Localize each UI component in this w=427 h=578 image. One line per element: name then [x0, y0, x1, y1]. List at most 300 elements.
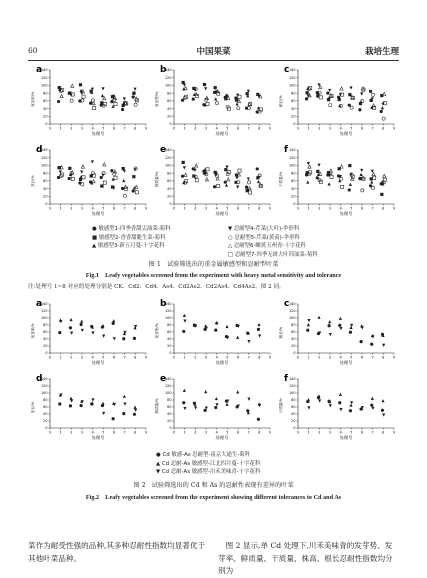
down-triangle-icon: ▼ [156, 469, 161, 475]
y-axis-label: 茎长/% [31, 175, 35, 187]
data-point [122, 167, 125, 170]
data-point [100, 176, 103, 179]
data-point [70, 332, 73, 335]
data-point [92, 180, 95, 183]
y-tick-label: 120 [289, 75, 296, 80]
data-point [70, 99, 73, 102]
y-tick-label: 40 [167, 412, 172, 417]
x-tick-label: 0 [48, 430, 52, 435]
x-tick-label: 5 [102, 206, 105, 211]
y-tick-label: 40 [43, 106, 48, 111]
data-point [360, 92, 363, 95]
legend-item: ▼ 忍耐型4-芹菜(大叶)-伞形科 [228, 226, 300, 232]
filled-circle-icon: ● [156, 452, 161, 458]
x-tick-label: 0 [48, 206, 52, 211]
y-tick-label: 100 [41, 391, 48, 396]
data-point [113, 337, 116, 340]
x-tick-label: 7 [247, 430, 250, 435]
x-tick-label: 0 [296, 355, 300, 360]
y-tick-label: 20 [167, 419, 172, 424]
data-point [215, 102, 218, 105]
data-point [203, 83, 206, 86]
y-tick-label: 20 [167, 194, 172, 199]
data-point [204, 168, 207, 171]
data-point [338, 98, 341, 101]
data-point [256, 167, 259, 170]
data-point [319, 96, 322, 99]
panel-label: e [160, 145, 167, 155]
x-tick-label: 6 [236, 126, 240, 131]
data-point [133, 413, 136, 416]
data-point [328, 89, 331, 92]
x-tick-label: 6 [360, 430, 364, 435]
data-point [59, 320, 62, 323]
x-tick-label: 4 [91, 206, 94, 211]
y-tick-label: 120 [165, 309, 172, 314]
y-tick-label: 20 [167, 344, 172, 349]
x-tick-label: 6 [112, 206, 116, 211]
chart-panel [154, 374, 271, 441]
data-point [132, 95, 135, 98]
x-tick-label: 2 [194, 355, 197, 360]
x-axis-label: 处理号 [215, 211, 229, 216]
data-point [317, 316, 320, 319]
open-square-icon: □ [228, 251, 234, 258]
x-tick-label: 5 [102, 355, 105, 360]
y-tick-label: 60 [167, 179, 172, 184]
data-point [349, 404, 352, 407]
x-tick-label: 8 [134, 430, 137, 435]
y-tick-label: 120 [289, 384, 296, 389]
data-point [349, 331, 352, 334]
data-point [60, 94, 63, 97]
panel-label: d [36, 145, 43, 155]
data-point [326, 91, 329, 94]
data-point [71, 84, 74, 87]
x-tick-label: 1 [307, 355, 310, 360]
figure-2-caption-en: Fig.2 Leafy vegetables screened from the experiment showing different tolerances to Cd and As [85, 494, 342, 501]
chart-panel [154, 65, 271, 137]
data-point [258, 334, 261, 337]
data-point [306, 180, 309, 183]
y-tick-label: 140 [165, 377, 172, 382]
y-tick-label: 100 [41, 83, 48, 88]
y-tick-label: 60 [291, 330, 296, 335]
data-point [132, 189, 135, 192]
data-point [204, 87, 207, 90]
y-tick-label: 20 [291, 344, 296, 349]
y-axis-label: 鲜质量/% [155, 398, 159, 414]
x-tick-label: 2 [70, 206, 73, 211]
body-right-column [218, 540, 400, 578]
x-tick-label: 3 [80, 430, 84, 435]
data-point [79, 83, 82, 86]
data-point [360, 173, 363, 176]
x-tick-label: 7 [247, 355, 250, 360]
x-tick-label: 0 [296, 126, 300, 131]
x-tick-label: 4 [91, 355, 94, 360]
panel-label: e [160, 374, 167, 384]
x-tick-label: 7 [371, 430, 374, 435]
legend-item: ● 敏感型1-四季香甜尖油菜-菊科 [92, 226, 171, 232]
data-point [329, 404, 332, 407]
y-tick-label: 100 [289, 83, 296, 88]
data-point [236, 186, 239, 189]
y-tick-label: 120 [289, 309, 296, 314]
x-tick-label: 0 [172, 355, 176, 360]
y-tick-label: 120 [165, 384, 172, 389]
x-tick-label: 2 [318, 126, 321, 131]
y-tick-label: 0 [45, 351, 48, 356]
x-tick-label: 9 [392, 126, 396, 131]
y-tick-label: 20 [291, 194, 296, 199]
data-point [369, 90, 372, 93]
x-tick-label: 8 [382, 430, 385, 435]
data-point [236, 336, 239, 339]
data-point [247, 177, 250, 180]
y-tick-label: 100 [165, 163, 172, 168]
y-tick-label: 100 [289, 391, 296, 396]
y-tick-label: 40 [43, 412, 48, 417]
data-point [135, 191, 138, 194]
data-point [381, 409, 384, 412]
legend-item: ▲ 敏感型3-新五月蔓-十字花科 [92, 243, 165, 249]
data-point [370, 343, 373, 346]
panel-label: b [160, 65, 167, 75]
x-tick-label: 8 [258, 430, 261, 435]
data-point [204, 390, 207, 393]
data-point [348, 188, 351, 191]
data-point [183, 314, 186, 317]
data-point [103, 181, 106, 184]
x-tick-label: 4 [339, 430, 342, 435]
data-point [214, 329, 217, 332]
figure-1-caption-cn: 图 1 试验筛选出的重金属敏感型和忍耐型叶菜 [148, 261, 279, 268]
data-point [123, 97, 126, 100]
data-point [226, 105, 229, 108]
data-point [110, 169, 113, 172]
y-axis-label: 根长/% [279, 95, 283, 107]
open-circle-icon: ○ [228, 234, 233, 241]
x-tick-label: 8 [258, 206, 261, 211]
data-point [135, 185, 138, 188]
data-point [340, 87, 343, 90]
data-point [307, 406, 310, 409]
data-point [122, 412, 125, 415]
page-number: 60 [28, 46, 38, 55]
data-point [307, 319, 310, 322]
data-point [247, 340, 250, 343]
y-tick-label: 80 [291, 91, 296, 96]
x-tick-label: 0 [48, 126, 52, 131]
x-tick-label: 8 [134, 355, 137, 360]
y-tick-label: 20 [291, 114, 296, 119]
data-point [371, 407, 374, 410]
y-axis-label: 根长/% [279, 326, 283, 339]
x-tick-label: 5 [102, 126, 105, 131]
x-tick-label: 6 [112, 430, 116, 435]
y-tick-label: 40 [43, 337, 48, 342]
x-tick-label: 5 [226, 430, 229, 435]
x-tick-label: 6 [236, 355, 240, 360]
x-tick-label: 5 [226, 206, 229, 211]
x-tick-label: 6 [112, 126, 116, 131]
data-point [69, 397, 72, 400]
data-point [238, 95, 241, 98]
data-point [317, 394, 320, 397]
x-tick-label: 0 [172, 126, 176, 131]
figure-1-note: 注:处理号 1~8 对应的处理分别是 CK、Cd2、Cd4、As4、Cd2As2、Cd2As4、Cd4As2、图 2 同。 [28, 284, 285, 290]
x-tick-label: 9 [144, 430, 148, 435]
x-tick-label: 2 [318, 355, 321, 360]
data-point [339, 317, 342, 320]
x-tick-label: 5 [226, 355, 229, 360]
x-tick-label: 1 [307, 430, 310, 435]
y-tick-label: 0 [293, 351, 296, 356]
data-point [70, 399, 73, 402]
y-tick-label: 140 [165, 148, 172, 153]
x-tick-label: 7 [123, 355, 126, 360]
data-point [114, 102, 117, 105]
x-tick-label: 2 [70, 430, 73, 435]
data-point [381, 106, 384, 109]
chart-panel [278, 374, 395, 441]
filled-square-icon: ■ [92, 234, 98, 241]
y-tick-label: 80 [43, 171, 48, 176]
data-point [246, 409, 249, 412]
y-tick-label: 140 [41, 148, 48, 153]
x-tick-label: 2 [318, 206, 321, 211]
data-point [318, 399, 321, 402]
y-tick-label: 120 [41, 155, 48, 160]
x-axis-label: 处理号 [339, 131, 353, 136]
body-line: 芽率、鲜质量、干质量、株高、根长忍耐性指数均分别为 [218, 553, 393, 575]
data-point [183, 320, 186, 323]
y-tick-label: 80 [43, 91, 48, 96]
x-axis-label: 处理号 [339, 360, 353, 365]
chart-panel [278, 299, 395, 366]
x-axis-label: 处理号 [215, 435, 229, 440]
data-point [81, 165, 84, 168]
x-axis-label: 处理号 [91, 131, 105, 136]
data-point [237, 107, 240, 110]
data-point [339, 408, 342, 411]
data-point [183, 166, 186, 169]
data-point [81, 183, 84, 186]
x-axis-label: 处理号 [339, 435, 353, 440]
data-point [123, 403, 126, 406]
x-tick-label: 1 [307, 126, 310, 131]
data-point [257, 328, 260, 331]
x-tick-label: 9 [144, 126, 148, 131]
y-tick-label: 120 [41, 309, 48, 314]
journal-title: 中国果菜 [196, 47, 231, 57]
y-tick-label: 40 [291, 412, 296, 417]
x-tick-label: 8 [134, 126, 137, 131]
x-tick-label: 4 [339, 206, 342, 211]
data-point [205, 178, 208, 181]
y-tick-label: 20 [291, 419, 296, 424]
data-point [258, 404, 261, 407]
data-point [80, 323, 83, 326]
y-tick-label: 100 [41, 163, 48, 168]
data-point [114, 176, 117, 179]
y-tick-label: 40 [291, 337, 296, 342]
y-tick-label: 120 [165, 75, 172, 80]
data-point [91, 331, 94, 334]
chart-panel [154, 145, 271, 217]
chart-panel [278, 145, 395, 217]
data-point [133, 406, 136, 409]
x-tick-label: 9 [268, 430, 272, 435]
x-tick-label: 1 [183, 126, 186, 131]
data-point [91, 172, 94, 175]
data-point [194, 406, 197, 409]
data-point [71, 177, 74, 180]
data-point [133, 337, 136, 340]
x-tick-label: 1 [59, 206, 62, 211]
y-tick-label: 100 [165, 316, 172, 321]
y-tick-label: 60 [291, 405, 296, 410]
x-tick-label: 5 [350, 430, 353, 435]
filled-triangle-icon: ▲ [92, 243, 97, 249]
data-point [382, 413, 385, 416]
data-point [339, 177, 342, 180]
data-point [182, 161, 185, 164]
data-point [101, 402, 104, 405]
x-tick-label: 0 [172, 430, 176, 435]
panel-label: c [284, 299, 290, 309]
x-tick-label: 2 [194, 206, 197, 211]
data-point [349, 326, 352, 329]
x-tick-label: 8 [258, 126, 261, 131]
data-point [112, 319, 115, 322]
data-point [383, 92, 386, 95]
y-tick-label: 100 [165, 83, 172, 88]
y-axis-label: 茎长/% [31, 401, 35, 414]
data-point [91, 398, 94, 401]
y-tick-label: 100 [165, 391, 172, 396]
data-point [215, 403, 218, 406]
x-axis-label: 处理号 [91, 360, 105, 365]
running-header [28, 46, 399, 58]
x-tick-label: 7 [247, 126, 250, 131]
y-tick-label: 20 [167, 114, 172, 119]
y-tick-label: 80 [291, 323, 296, 328]
data-point [350, 106, 353, 109]
data-point [227, 178, 230, 181]
data-point [372, 172, 375, 175]
y-tick-label: 0 [293, 122, 296, 127]
y-tick-label: 20 [43, 419, 48, 424]
data-point [183, 96, 186, 99]
data-point [247, 181, 250, 184]
y-tick-label: 140 [41, 377, 48, 382]
x-tick-label: 1 [59, 430, 62, 435]
y-tick-label: 20 [43, 194, 48, 199]
chart-panel [154, 299, 271, 366]
panel-label: f [284, 145, 288, 155]
x-tick-label: 4 [215, 430, 218, 435]
data-point [93, 106, 96, 109]
y-tick-label: 40 [167, 106, 172, 111]
x-tick-label: 3 [204, 126, 208, 131]
y-tick-label: 120 [289, 155, 296, 160]
data-point [329, 333, 332, 336]
x-tick-label: 9 [268, 126, 272, 131]
data-point [307, 323, 310, 326]
data-point [371, 186, 374, 189]
panel-label: c [284, 65, 290, 75]
data-point [338, 401, 341, 404]
x-tick-label: 3 [328, 355, 332, 360]
x-tick-label: 4 [339, 126, 342, 131]
data-point [80, 170, 83, 173]
y-tick-label: 40 [291, 106, 296, 111]
legend-item: ■ 敏感型2-香香甜脆生菜-菊科 [92, 234, 166, 241]
x-axis-label: 处理号 [339, 211, 353, 216]
x-tick-label: 9 [144, 355, 148, 360]
panel-label: a [36, 65, 43, 75]
x-tick-label: 4 [215, 355, 218, 360]
data-point [236, 390, 239, 393]
x-axis-label: 处理号 [215, 360, 229, 365]
x-tick-label: 9 [392, 355, 396, 360]
data-point [183, 389, 186, 392]
x-tick-label: 0 [48, 355, 52, 360]
data-point [317, 164, 320, 167]
x-tick-label: 8 [382, 355, 385, 360]
y-tick-label: 100 [289, 163, 296, 168]
x-tick-label: 2 [194, 126, 197, 131]
data-point [125, 187, 128, 190]
data-point [89, 102, 92, 105]
data-point [112, 105, 115, 108]
data-point [341, 185, 344, 188]
data-point [306, 329, 309, 332]
data-point [113, 98, 116, 101]
x-tick-label: 4 [215, 206, 218, 211]
data-point [339, 327, 342, 330]
y-tick-label: 0 [169, 351, 172, 356]
data-point [101, 94, 104, 97]
data-point [217, 184, 220, 187]
data-point [339, 393, 342, 396]
chart-panel [30, 374, 147, 441]
x-tick-label: 4 [339, 355, 342, 360]
y-tick-label: 0 [169, 122, 172, 127]
y-tick-label: 60 [291, 99, 296, 104]
x-tick-label: 3 [204, 430, 208, 435]
data-point [361, 326, 364, 329]
data-point [381, 399, 384, 402]
data-point [225, 325, 228, 328]
data-point [329, 169, 332, 172]
data-point [123, 170, 126, 173]
x-axis-label: 处理号 [91, 211, 105, 216]
y-tick-label: 60 [167, 330, 172, 335]
x-tick-label: 1 [59, 126, 62, 131]
data-point [123, 395, 126, 398]
x-tick-label: 7 [123, 430, 126, 435]
figure-1-legend-left [92, 224, 170, 250]
data-point [134, 409, 137, 412]
y-tick-label: 60 [43, 330, 48, 335]
x-tick-label: 2 [70, 126, 73, 131]
x-tick-label: 1 [183, 355, 186, 360]
data-point [214, 97, 217, 100]
filled-circle-icon: ● [92, 226, 97, 232]
